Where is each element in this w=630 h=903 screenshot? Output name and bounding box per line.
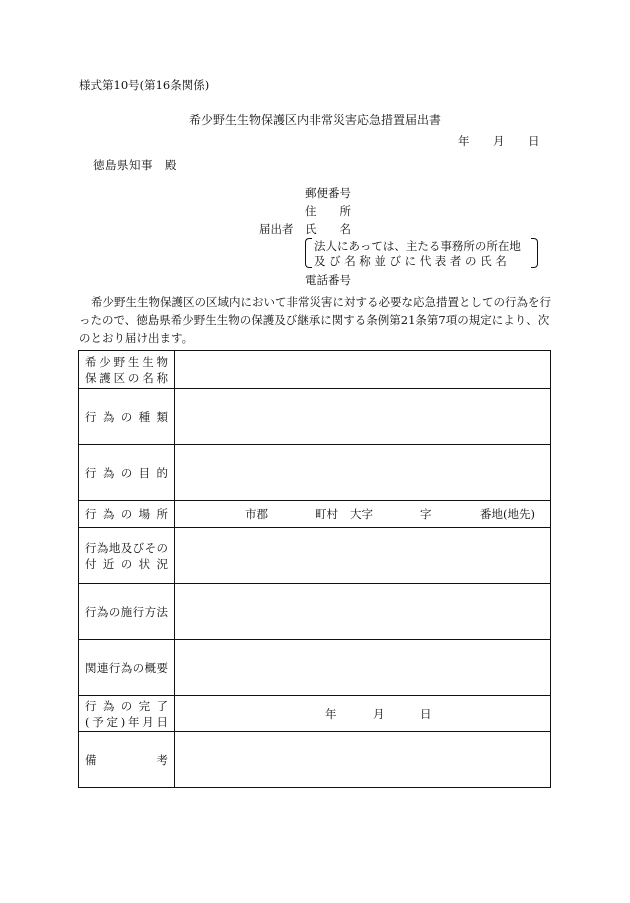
right-bracket [531, 238, 538, 268]
method-label [79, 584, 175, 640]
method-field[interactable] [175, 584, 551, 640]
left-bracket [305, 238, 312, 268]
completion-year-label: 年 [325, 706, 337, 721]
table-row [79, 640, 551, 696]
related-acts-label-text: 関連行為の概要 [85, 660, 168, 675]
place-town-label: 町村 [315, 507, 338, 521]
related-acts-label [79, 640, 175, 696]
protected-area-label-line-2: 保護区の名称 [85, 370, 168, 385]
site-condition-label [79, 528, 175, 584]
date-day-label: 日 [528, 134, 540, 148]
completion-date-label-line-2: (予定)年月日 [85, 714, 168, 729]
protected-area-label-line-1: 希少野生生物 [85, 354, 168, 369]
filer-label: 届出者 [259, 222, 294, 236]
table-row [79, 696, 551, 732]
completion-date-field[interactable] [175, 696, 551, 732]
act-place-label-text: 行為の場所 [85, 507, 168, 521]
date-year-label: 年 [458, 134, 470, 148]
completion-day-label: 日 [420, 706, 432, 721]
completion-date-label-line-1: 行為の完了 [85, 698, 168, 713]
postal-code-label: 郵便番号 [305, 186, 351, 200]
site-condition-field[interactable] [175, 528, 551, 584]
name-label: 氏 名 [305, 222, 351, 236]
table-row [79, 732, 551, 788]
act-purpose-label [79, 445, 175, 501]
place-city-label: 市郡 [245, 507, 268, 521]
completion-date-label [79, 696, 175, 732]
table-row [79, 445, 551, 501]
notification-body-text: 希少野生生物保護区の区域内において非常災害に対する必要な応急措置としての行為を行ったので、徳島県希少野生生物の保護及び継承に関する条例第21条第7項の規定により、次のとおり届け出ます。 [79, 295, 551, 345]
place-aza-label: 字 [420, 507, 432, 521]
addressee: 徳島県知事 殿 [93, 158, 177, 172]
site-condition-label-line-1: 行為地及びその [85, 540, 168, 555]
site-condition-label-line-2: 付近の状況 [85, 556, 168, 571]
table-row [79, 584, 551, 640]
corporation-note-line-1: 法人にあっては、主たる事務所の所在地 [314, 239, 521, 253]
act-place-label [79, 501, 175, 528]
remarks-label [79, 732, 175, 788]
remarks-field[interactable] [175, 732, 551, 788]
place-banchi-label: 番地(地先) [480, 507, 535, 521]
phone-label: 電話番号 [305, 273, 351, 287]
act-purpose-label-text: 行為の目的 [85, 465, 168, 480]
date-month-label: 月 [493, 134, 505, 148]
act-type-label-text: 行為の種類 [85, 409, 168, 424]
table-row [79, 389, 551, 445]
act-purpose-field[interactable] [175, 445, 551, 501]
form-number: 様式第10号(第16条関係) [79, 78, 210, 92]
act-type-label [79, 389, 175, 445]
address-label: 住 所 [305, 204, 351, 218]
table-row [79, 501, 551, 528]
act-place-field[interactable] [175, 501, 551, 528]
protected-area-label [79, 351, 175, 389]
table-row [79, 351, 551, 389]
related-acts-field[interactable] [175, 640, 551, 696]
notification-form-table [78, 350, 551, 788]
completion-month-label: 月 [373, 706, 385, 721]
method-label-text: 行為の施行方法 [85, 604, 168, 619]
place-oaza-label: 大字 [350, 507, 373, 521]
table-row [79, 528, 551, 584]
remarks-label-text: 備 考 [85, 753, 168, 767]
corporation-note-line-2: 及び名称並びに代表者の氏名 [314, 254, 511, 268]
protected-area-field[interactable] [175, 351, 551, 389]
document-title: 希少野生生物保護区内非常災害応急措置届出書 [188, 113, 441, 127]
act-type-field[interactable] [175, 389, 551, 445]
